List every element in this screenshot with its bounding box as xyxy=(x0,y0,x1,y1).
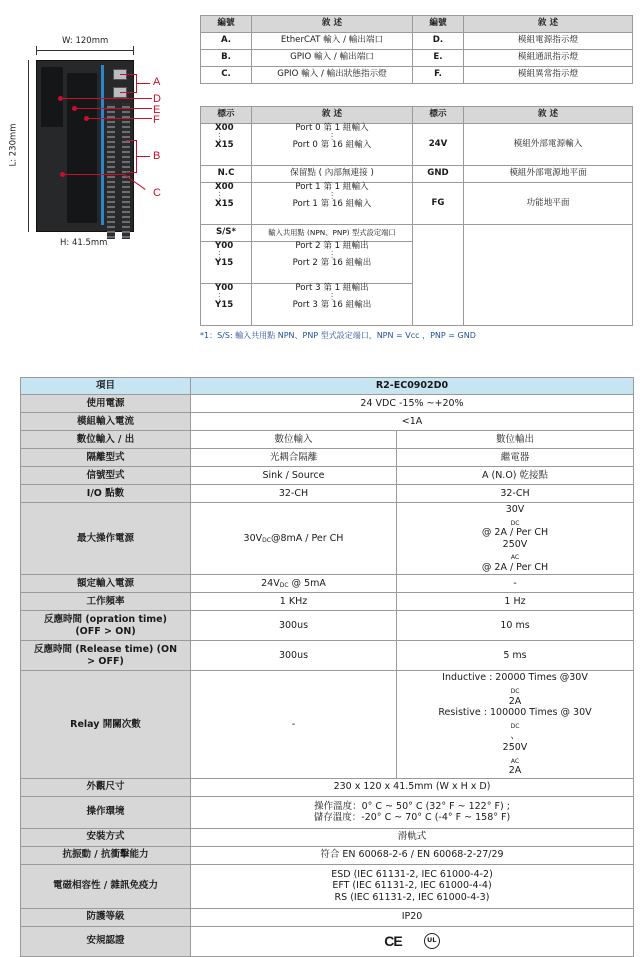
callout-line xyxy=(136,156,150,157)
callout-e: E xyxy=(153,104,161,116)
terminal-range: X00 ⋮ X15 xyxy=(201,124,252,166)
column-header: 標示 xyxy=(201,107,252,124)
table-row xyxy=(201,166,633,183)
column-header-item: 項目 xyxy=(21,378,191,395)
spec-value: 24 VDC -15% ~+20% xyxy=(191,395,634,413)
spec-value: 數位輸入 xyxy=(191,431,397,449)
column-header: 編號 xyxy=(201,16,252,33)
callout-d: D xyxy=(153,93,161,105)
terminal-block-icon xyxy=(122,103,130,239)
callout-line xyxy=(86,118,152,119)
legend-code: E. xyxy=(413,50,464,67)
spec-label: 使用電源 xyxy=(21,395,191,413)
terminal-range: X00 ⋮ X15 xyxy=(201,183,252,225)
device-accent-strip xyxy=(101,65,104,225)
legend-desc: GPIO 輸入 / 輸出狀態指示燈 xyxy=(252,67,413,84)
table-row xyxy=(21,828,634,846)
terminal-code: S/S* xyxy=(201,225,252,242)
table-row xyxy=(21,413,634,431)
spec-value xyxy=(191,926,634,956)
spec-value: IP20 xyxy=(191,908,634,926)
legend-code: B. xyxy=(201,50,252,67)
spec-value: 操作溫度：0° C ~ 50° C (32° F ~ 122° F) ; 儲存溫度：-20° C ~ 70° C (-4° F ~ 158° F) xyxy=(191,796,634,828)
spec-value: 30V $_{DC}$ @ 2A / Per CH 250V $_{AC}$ @ 2A / Per CH xyxy=(397,503,634,575)
spec-label: 信號型式 xyxy=(21,467,191,485)
spec-value: ESD (IEC 61131-2, IEC 61000-4-2) EFT (IEC 61131-2, IEC 61000-4-4) RS (IEC 61131-2, IEC 61000-4-3) xyxy=(191,864,634,908)
width-dimension-line xyxy=(36,50,134,51)
spec-value: 10 ms xyxy=(397,611,634,641)
table-row xyxy=(201,124,633,166)
callout-line xyxy=(74,108,152,109)
terminal-code: 24V xyxy=(413,124,464,166)
callout-line xyxy=(62,174,124,175)
terminal-range: Y00 ⋮ Y15 xyxy=(201,242,252,284)
table-row xyxy=(21,864,634,908)
spec-label: I/O 點數 xyxy=(21,485,191,503)
table-row xyxy=(21,449,634,467)
terminal-code: N.C xyxy=(201,166,252,183)
spec-value: 5 ms xyxy=(397,641,634,671)
spec-value: - xyxy=(397,575,634,593)
terminal-desc: Port 0 第 1 組輸入 ⋮ Port 0 第 16 組輸入 xyxy=(252,124,413,166)
legend-desc: 模組電源指示燈 xyxy=(464,33,633,50)
legend-desc: 模組異常指示燈 xyxy=(464,67,633,84)
length-dimension-line xyxy=(28,60,29,232)
table-row xyxy=(21,503,634,575)
spec-label: 防護等級 xyxy=(21,908,191,926)
terminal-desc: 模組外部電源輸入 xyxy=(464,124,633,166)
specification-table xyxy=(20,377,634,957)
spec-value: - xyxy=(191,671,397,778)
table-row xyxy=(21,908,634,926)
table-row xyxy=(21,671,634,778)
table-header-row xyxy=(201,107,633,124)
spec-label: 操作環境 xyxy=(21,796,191,828)
spec-value: $24V_{DC}$ @ 5mA xyxy=(191,575,397,593)
spec-label: 電磁相容性 / 雜訊免疫力 xyxy=(21,864,191,908)
table-row xyxy=(201,183,633,225)
column-header-model: R2-EC0902D0 xyxy=(191,378,634,395)
terminal-desc: 功能地平面 xyxy=(464,183,633,225)
table-row xyxy=(21,778,634,796)
spec-value: 滑軌式 xyxy=(191,828,634,846)
callout-c: C xyxy=(153,187,161,199)
table-row xyxy=(21,926,634,956)
terminal-desc: Port 2 第 1 組輸出 ⋮ Port 2 第 16 組輸出 xyxy=(252,242,413,284)
table-row xyxy=(21,796,634,828)
terminal-desc: 模組外部電源地平面 xyxy=(464,166,633,183)
spec-label: 安規認證 xyxy=(21,926,191,956)
terminal-code: FG xyxy=(413,183,464,225)
spec-value: 1 KHz xyxy=(191,593,397,611)
spec-value: 32-CH xyxy=(397,485,634,503)
terminal-code: GND xyxy=(413,166,464,183)
table-row xyxy=(21,395,634,413)
device-image xyxy=(36,60,134,232)
dimension-tick xyxy=(133,46,134,55)
terminal-desc: Port 3 第 1 組輸出 ⋮ Port 3 第 16 組輸出 xyxy=(252,284,413,326)
spec-value: Sink / Source xyxy=(191,467,397,485)
table-row xyxy=(21,467,634,485)
terminal-desc: 保留點 ( 內部無連接 ) xyxy=(252,166,413,183)
spec-value: 32-CH xyxy=(191,485,397,503)
spec-label: 模組輸入電流 xyxy=(21,413,191,431)
spec-label: Relay 開關次數 xyxy=(21,671,191,778)
spec-value: 光耦合隔離 xyxy=(191,449,397,467)
spec-label: 額定輸入電源 xyxy=(21,575,191,593)
dimension-tick xyxy=(36,46,37,55)
spec-value: 300us xyxy=(191,611,397,641)
column-header: 敘 述 xyxy=(252,16,413,33)
callout-line xyxy=(126,140,136,141)
spec-value: 300us xyxy=(191,641,397,671)
callout-b: B xyxy=(153,150,161,162)
spec-value: A (N.O) 乾接點 xyxy=(397,467,634,485)
spec-value: 符合 EN 60068-2-6 / EN 60068-2-27/29 xyxy=(191,846,634,864)
column-header: 敘 述 xyxy=(464,16,633,33)
footnote: *1：S/S: 輸入共用點 NPN、PNP 型式設定端口，NPN = Vcc ，PNP = GND xyxy=(200,331,476,340)
table-row xyxy=(201,67,633,84)
width-dimension-label: W: 120mm xyxy=(62,36,109,46)
ul-mark-icon: UL xyxy=(424,933,440,949)
legend-code: C. xyxy=(201,67,252,84)
spec-value: Inductive : 20000 Times @30V $_{DC}$ 2A Resistive : 100000 Times @ 30V $_{DC}$ 、 250V $_{AC}$ 2A xyxy=(397,671,634,778)
component-legend-table xyxy=(200,15,633,84)
legend-desc: EtherCAT 輸入 / 輸出端口 xyxy=(252,33,413,50)
column-header: 敘 述 xyxy=(464,107,633,124)
height-dimension-label: H: 41.5mm xyxy=(60,238,108,248)
terminal-desc: Port 1 第 1 組輸入 ⋮ Port 1 第 16 組輸入 xyxy=(252,183,413,225)
empty-cell xyxy=(413,225,464,326)
spec-value: 數位輸出 xyxy=(397,431,634,449)
callout-line xyxy=(136,83,150,84)
table-header-row xyxy=(21,378,634,395)
spec-value: 1 Hz xyxy=(397,593,634,611)
spec-value: $30V_{DC}@8mA$ / Per CH xyxy=(191,503,397,575)
callout-a: A xyxy=(153,76,161,88)
empty-cell xyxy=(464,225,633,326)
table-row xyxy=(201,50,633,67)
legend-desc: 模組通訊指示燈 xyxy=(464,50,633,67)
spec-label: 最大操作電源 xyxy=(21,503,191,575)
column-header: 標示 xyxy=(413,107,464,124)
length-dimension-label: L: 230mm xyxy=(8,123,19,167)
spec-value: 230 x 120 x 41.5mm (W x H x D) xyxy=(191,778,634,796)
legend-code: F. xyxy=(413,67,464,84)
terminal-desc: 輸入共用點 (NPN、PNP) 型式設定端口 xyxy=(252,225,413,242)
callout-line xyxy=(120,74,136,75)
column-header: 編號 xyxy=(413,16,464,33)
table-row xyxy=(21,575,634,593)
legend-desc: GPIO 輸入 / 輸出端口 xyxy=(252,50,413,67)
legend-code: A. xyxy=(201,33,252,50)
legend-code: D. xyxy=(413,33,464,50)
spec-value: <1A xyxy=(191,413,634,431)
table-row xyxy=(201,225,633,242)
table-row xyxy=(21,485,634,503)
table-row xyxy=(21,593,634,611)
device-front-panel xyxy=(67,73,97,223)
callout-f: F xyxy=(153,114,160,126)
spec-label: 反應時間 (Release time) (ON > OFF) xyxy=(21,641,191,671)
spec-label: 反應時間 (opration time) (OFF > ON) xyxy=(21,611,191,641)
column-header: 敘 述 xyxy=(252,107,413,124)
table-row xyxy=(201,33,633,50)
terminal-legend-table xyxy=(200,106,633,326)
callout-line xyxy=(126,172,136,173)
spec-label: 數位輸入 / 出 xyxy=(21,431,191,449)
spec-label: 工作頻率 xyxy=(21,593,191,611)
terminal-block-icon xyxy=(107,103,115,239)
spec-label: 抗振動 / 抗衝擊能力 xyxy=(21,846,191,864)
table-header-row xyxy=(201,16,633,33)
terminal-range: Y00 ⋮ Y15 xyxy=(201,284,252,326)
device-diagram xyxy=(0,0,200,260)
spec-label: 外觀尺寸 xyxy=(21,778,191,796)
ce-mark-icon: CE xyxy=(384,932,402,949)
spec-value: 繼電器 xyxy=(397,449,634,467)
spec-label: 安裝方式 xyxy=(21,828,191,846)
table-row xyxy=(21,846,634,864)
table-row xyxy=(21,641,634,671)
callout-line xyxy=(60,98,152,99)
table-row xyxy=(21,611,634,641)
spec-label: 隔離型式 xyxy=(21,449,191,467)
callout-line xyxy=(120,92,136,93)
table-row xyxy=(21,431,634,449)
